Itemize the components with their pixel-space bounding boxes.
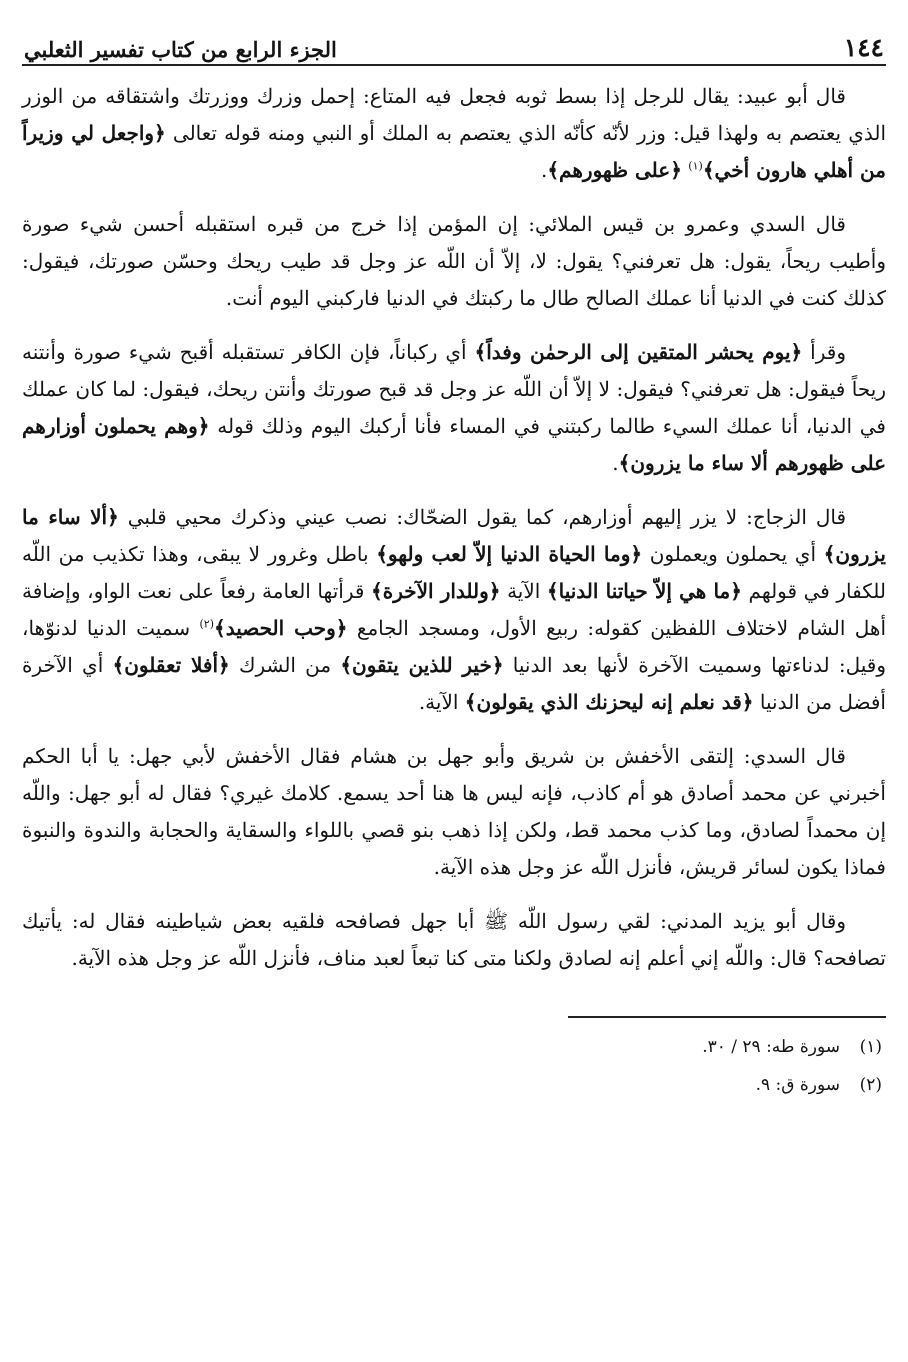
quran-quote: ﴿وما الحياة الدنيا إلاّ لعب ولهو﴾ [376,542,643,566]
quran-quote: ﴿ألا ساء ما يزرون﴾ [22,505,886,566]
page-number: ١٤٤ [843,33,884,62]
paragraph [22,334,886,482]
footnote-marker: (١) [688,159,703,173]
text-run: وقال أبو يزيد المدني: لقي رسول اللّه ﷺ أبا جهل فصافحه فلقيه بعض شياطينه فقال له: يأتيك تصافحه؟ قال: واللّه إني أعلم إنه لصادق ولكنا متى كنا تبعاً لعبد مناف، فأنزل اللّه عز وجل هذه الآية. [22,909,886,970]
running-title: الجزء الرابع من كتاب تفسير الثعلبي [24,37,337,62]
text-run: . [612,451,619,475]
text-run: وقرأ [802,340,846,364]
page-body [22,66,886,977]
text-run: سميت الدنيا لدنوّها، وقيل: لدناءتها وسميت الآخرة لأنها بعد الدنيا [22,616,886,677]
quran-quote: ﴿واجعل لي وزيراً من أهلي هارون أخي﴾ [22,121,886,182]
text-run: قال أبو عبيد: يقال للرجل إذا بسط ثوبه فجعل فيه المتاع: إحمل وزرك ووزرتك واشتقاقه من الوزر الذي يعتصم به ولهذا قيل: وزر لأنّه كأنّه الذي يعتصم به الملك أو النبي ومنه قوله تعالى [22,84,886,145]
text-run: أي يحملون ويعملون [642,542,824,566]
quran-quote: ﴿يوم يحشر المتقين إلى الرحمٰن وفداً﴾ [474,340,803,364]
quran-quote: ﴿وحب الحصيد﴾ [213,616,348,640]
book-page [22,22,886,1342]
footnote [22,1032,882,1062]
text-run: قال السدي وعمرو بن قيس الملائي: إن المؤمن إذا خرج من قبره استقبله أحسن شيء صورة وأطيب ريحاً، يقول: هل تعرفني؟ يقول: لا، إلاّ أن اللّه عز وجل قد طيب ريحك وحسّن صورتك، فيقول: كذلك كنت في الدنيا أنا عملك الصالح طال ما ركبتك في الدنيا فاركبني اليوم أنت. [22,212,886,310]
paragraph [22,903,886,977]
paragraph [22,206,886,317]
footnotes [22,1032,886,1100]
text-run: قرأتها العامة رفعاً على نعت الواو، وإضافة أهل الشام لاختلاف اللفظين كقوله: ربيع الأول، ومسجد الجامع [22,579,887,640]
text-run: قال الزجاج: لا يزر إليهم أوزارهم، كما يقول الضحّاك: نصب عيني وذكرك محيي قلبي [118,505,847,529]
quran-quote: ﴿ما هي إلاّ حياتنا الدنيا﴾ [546,579,742,603]
footnote-marker: (٢) [199,617,214,631]
footnote-divider [568,1016,886,1018]
paragraph [22,499,886,721]
quran-quote: ﴿أفلا تعقلون﴾ [112,653,230,677]
footnote-number: (١) [859,1037,882,1057]
text-run: . [540,158,548,182]
text-run: قال السدي: إلتقى الأخفش بن شريق وأبو جهل بن هشام فقال الأخفش لأبي جهل: يا أبا الحكم أخبرني عن محمد أصادق هو أم كاذب، فإنه ليس ها هنا أحد يسمع. كلامك غيري؟ فقال له أبو جهل: واللّه إن محمداً لصادق، وما كذب محمد قط، ولكن إذا ذهب بنو قصي باللواء والسقاية والحجابة والندوة والنبوة فماذا يكون لسائر قريش، فأنزل اللّه عز وجل هذه الآية. [22,744,886,879]
text-run: أي الآخرة أفضل من الدنيا [22,653,886,714]
quran-quote: ﴿على ظهورهم﴾ [547,158,682,182]
footnote-text: سورة طه: ٢٩ / ٣٠. [702,1037,840,1057]
quran-quote: ﴿قد نعلم إنه ليحزنك الذي يقولون﴾ [464,690,754,714]
footnote [22,1070,882,1100]
text-run: من الشرك [229,653,341,677]
text-run: الآية. [418,690,465,714]
footnote-text: سورة ق: ٩. [755,1075,840,1095]
page-header [22,22,886,66]
paragraph [22,738,886,886]
text-run: باطل وغرور لا يبقى، وهذا تكذيب من اللّه للكفار في قولهم [22,542,887,603]
quran-quote: ﴿وهم يحملون أوزارهم على ظهورهم ألا ساء ما يزرون﴾ [22,414,886,475]
quran-quote: ﴿وللدار الآخرة﴾ [371,579,501,603]
text-run: أي ركباناً، فإن الكافر تستقبله أقبح شيء صورة وأنتنه ريحاً فيقول: هل تعرفني؟ فيقول: لا إلاّ أن اللّه عز وجل قد قبح صورتك وأنتن ريحك، فيقول: لما كان عملك في الدنيا، أنا عملك السيء طالما ركبتني في المساء فأنا أركبك اليوم وذلك قوله [22,340,886,438]
quran-quote: ﴿خير للذين يتقون﴾ [340,653,504,677]
paragraph [22,78,886,189]
footnote-number: (٢) [859,1075,882,1095]
text-run: الآية [500,579,547,603]
